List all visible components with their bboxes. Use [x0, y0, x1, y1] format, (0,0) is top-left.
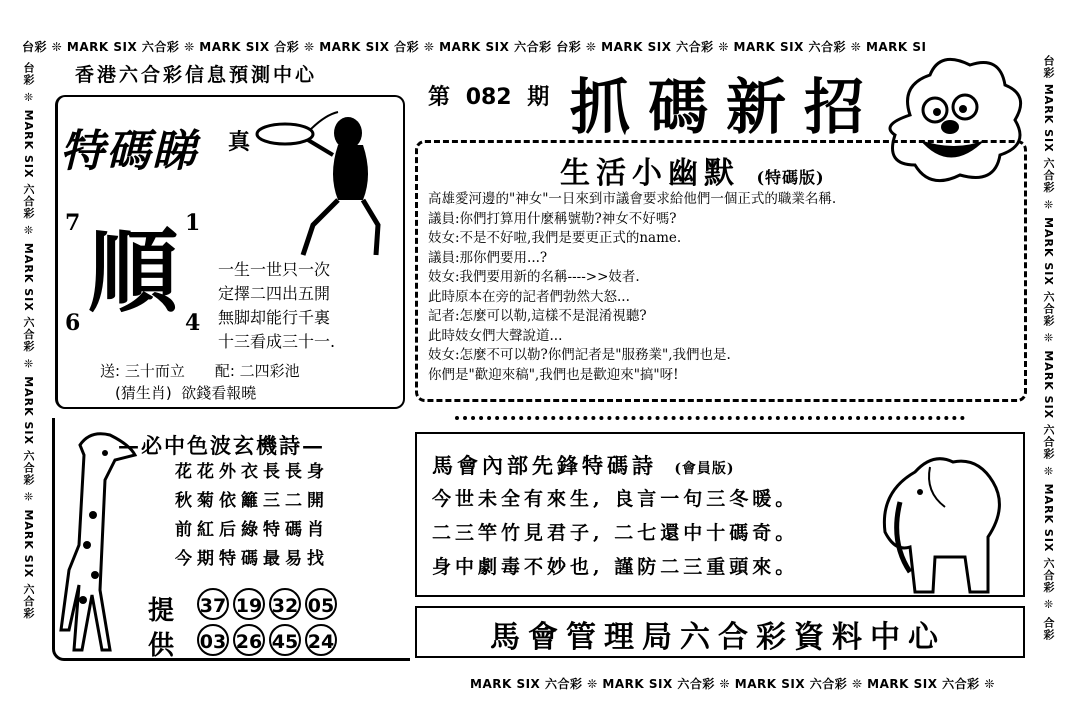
color-poem-line: 前紅后綠特碼肖 — [175, 520, 329, 540]
ti-number: 05 — [305, 588, 337, 620]
humor-line: 妓女:我們要用新的名稱---->>妓者. — [428, 269, 640, 285]
humor-line: 議員:那你們要用...? — [428, 249, 548, 266]
tema-gift: 送: 三十而立 配: 二四彩池 — [100, 362, 300, 380]
tema-poem — [218, 258, 335, 354]
border-left: 台彩 ❊ MARK SIX 六合彩 ❊ MARK SIX 六合彩 ❊ MARK SIX 六合彩 ❊ MARK SIX 六合彩 — [22, 62, 35, 620]
vanguard-line: 二三竿竹見君子, 二七還中十碼奇。 — [432, 522, 799, 544]
gong-number: 45 — [269, 624, 301, 656]
color-poem-line: 秋菊依籬三二開 — [175, 491, 329, 511]
gong-number: 03 — [197, 624, 229, 656]
humor-line: 高雄愛河邊的"神女"一日來到市議會要求給他們一個正式的職業名稱. — [428, 191, 837, 207]
color-poem-line: 花花外衣長長身 — [175, 462, 329, 482]
humor-line: 記者:怎麼可以勒,這樣不是混淆視聽? — [428, 308, 647, 324]
tema-line: 一生一世只一次 — [218, 260, 331, 279]
vanguard-edition: (會員版) — [674, 461, 735, 477]
vanguard-line: 身中劇毒不妙也, 謹防二三重頭來。 — [432, 556, 799, 578]
ti-number: 32 — [269, 588, 301, 620]
tema-big-char: 順 — [88, 219, 178, 325]
humor-text — [428, 190, 836, 385]
gong-numbers — [197, 624, 341, 656]
gong-label: 供 — [148, 631, 175, 661]
vanguard-line: 今世未全有來生, 良言一句三冬暖。 — [432, 488, 799, 510]
ti-numbers — [197, 588, 341, 620]
ti-number: 37 — [197, 588, 229, 620]
color-poem-lines — [175, 458, 329, 574]
issue-prefix: 第 — [428, 84, 451, 110]
color-poem-line: 今期特碼最易找 — [175, 549, 329, 569]
issue-number: 082 — [465, 85, 512, 110]
footer-banner: 馬會管理局六合彩資料中心 — [490, 620, 946, 655]
border-top: 台彩 ❊ MARK SIX 六合彩 ❊ MARK SIX 合彩 ❊ MARK SIX 合彩 ❊ MARK SIX 六合彩 台彩 ❊ MARK SIX 六合彩 ❊ MARK SIX 六合彩 ❊ MARK SI — [22, 40, 927, 54]
vanguard-title-text: 馬會內部先鋒特碼詩 — [432, 453, 657, 478]
tema-title: 特碼睇 — [60, 126, 198, 177]
divider — [455, 416, 965, 420]
humor-title-text: 生活小幽默 — [560, 156, 740, 191]
center-name: 香港六合彩信息預測中心 — [75, 64, 318, 86]
gong-number: 26 — [233, 624, 265, 656]
tema-num-tr: 1 — [185, 210, 201, 236]
tema-num-tl: 7 — [65, 210, 81, 236]
issue-suffix: 期 — [527, 84, 550, 110]
giraffe-icon — [55, 425, 140, 660]
elephant-icon — [875, 432, 1025, 597]
humor-line: 妓女:不是不好啦,我們是要更正式的name. — [428, 230, 682, 246]
tema-num-bl: 6 — [65, 310, 81, 336]
humor-line: 此時原本在旁的記者們勃然大怒... — [428, 288, 630, 305]
humor-line: 你們是"歡迎來稿",我們也是歡迎來"搞"呀! — [428, 366, 679, 383]
color-poem-title: —必中色波玄機詩— — [118, 433, 325, 458]
tema-line: 十三看成三十一. — [218, 332, 336, 351]
tema-line: 無脚却能行千裏 — [218, 308, 331, 327]
humor-line: 妓女:怎麼不可以勒?你們記者是"服務業",我們也是. — [428, 347, 731, 363]
woman-figure-icon — [278, 115, 398, 260]
ti-number: 19 — [233, 588, 265, 620]
issue-label — [428, 80, 549, 111]
tema-line: 定擇二四出五開 — [218, 284, 331, 303]
vanguard-lines — [432, 482, 798, 584]
tema-guess: (猜生肖) 欲錢看報曉 — [115, 384, 257, 402]
humor-title — [560, 148, 825, 192]
humor-line: 此時妓女們大聲說道... — [428, 327, 563, 344]
tema-num-br: 4 — [185, 310, 201, 336]
humor-line: 議員:你們打算用什麼稱號勒?神女不好嗎? — [428, 210, 677, 227]
humor-edition: (特碼版) — [756, 168, 825, 187]
vanguard-title — [432, 450, 735, 480]
gong-number: 24 — [305, 624, 337, 656]
tema-sub: 真 — [228, 129, 251, 155]
border-right: 台彩 MARK SIX 六合彩 ❊ MARK SIX 六合彩 ❊ MARK SIX 六合彩 ❊ MARK SIX 六合彩 ❊ 合彩 — [1042, 55, 1055, 641]
ti-label: 提 — [148, 596, 175, 626]
border-bottom: MARK SIX 六合彩 ❊ MARK SIX 六合彩 ❊ MARK SIX 六合彩 ❊ MARK SIX 六合彩 ❊ — [470, 677, 995, 691]
main-title: 抓碼新招 — [570, 73, 882, 143]
